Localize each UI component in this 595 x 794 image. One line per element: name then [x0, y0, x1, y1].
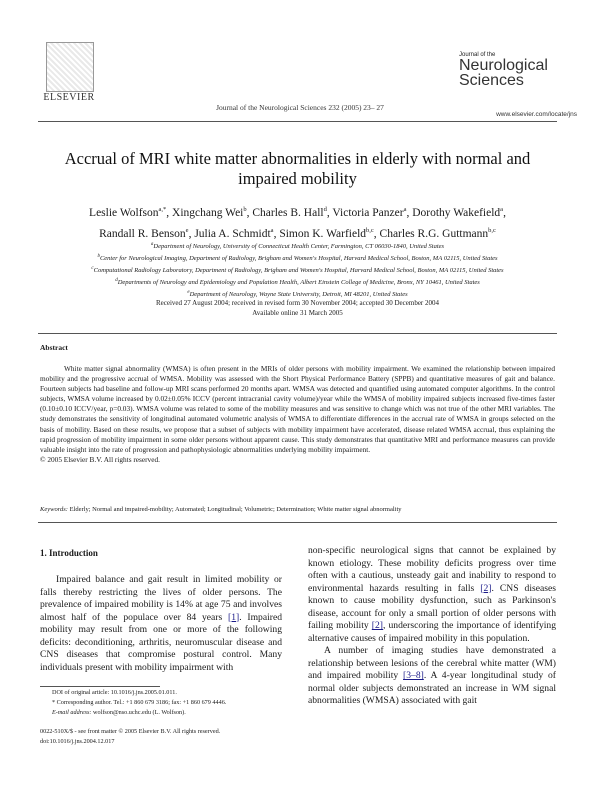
affiliation-line	[40, 264, 555, 276]
text-run: , underscoring the importance of identifying alternative causes of impaired mobility in this population.	[308, 620, 556, 644]
intro-paragraph-continued	[308, 545, 556, 645]
received-line: Received 27 August 2004; received in revised form 30 November 2004; accepted 30 December 2004	[155, 299, 440, 307]
author-name: Julia A. Schmidt	[194, 227, 271, 240]
text-run: . CNS diseases known to cause mobility dysfunction, such as Parkinson's disease, account for only a small portion of older persons with failing mobility	[308, 582, 556, 631]
text-run: . A 4-year longitudinal study of normal older subjects demonstrated an increase in WM signal abnormalities (WMSA) associated with gait	[308, 670, 556, 706]
affiliation-text: Center for Neurological Imaging, Department of Radiology, Brigham and Women's Hospital, Harvard Medical School, Boston, MA 02115, United States	[99, 255, 498, 263]
author-name: Leslie Wolfson	[89, 206, 159, 219]
abstract-top-rule	[38, 333, 557, 334]
affiliation-mark: a	[150, 242, 154, 247]
abstract-body	[40, 364, 555, 465]
author-list: Leslie Wolfson$^{a,*}$, Xingchang Wei$^b$, Charles B. Hall$^d$, Victoria Panzer$^a$, Dorothy Wakefield$^a$, Randall R. Benson$^e$, Julia A. Schmidt$^a$, Simon K. Warfield$^{b,c}$, Charles R.G. Guttmann$^{b,c}$	[89, 206, 506, 240]
journal-logo-small: Journal of the	[459, 52, 496, 58]
affiliation-line	[40, 240, 555, 252]
author-affiliation-mark: b,c	[366, 226, 374, 234]
author-name: Victoria Panzer	[332, 206, 404, 219]
footnote-rule	[40, 686, 160, 687]
reference-link[interactable]: [1]	[228, 611, 240, 623]
author-affiliation-mark: a	[403, 206, 407, 213]
journal-logo-line2: Sciences	[459, 72, 524, 89]
abstract-heading: Abstract	[40, 343, 68, 352]
author-name: Charles R.G. Guttmann	[379, 227, 489, 240]
author-affiliation-mark: d	[323, 206, 327, 213]
footnote-email	[40, 708, 282, 718]
text-run: Impaired balance and gait result in limited mobility or falls thereby restricting the lives of older persons. The prevalence of impaired mobility is 14% at age 75 and involves almost half of the populace over 84 years	[40, 574, 282, 623]
footnote-doi-original: DOI of original article: 10.1016/j.jns.2005.01.011.	[52, 689, 177, 696]
keywords-label: Keywords:	[40, 506, 68, 513]
reference-link[interactable]: [3–8]	[403, 670, 424, 681]
journal-logo	[459, 52, 559, 88]
email-address[interactable]: wolfson@nso.uchc.edu (L. Wolfson).	[93, 709, 186, 716]
text-run: non-specific neurological signs that cannot be explained by known etiology. These mobility deficits progress over time often with a cautious, unsteady gait and inability to respond to environmental hazards resulting in falls	[308, 545, 556, 594]
journal-logo-line1: Neurological	[459, 57, 548, 74]
author-affiliation-mark: e	[185, 226, 189, 234]
author-affiliation-mark: b	[243, 206, 247, 213]
affiliation-line	[40, 252, 555, 264]
affiliation-text: Departments of Neurology and Epidemiology and Population Health, Albert Einstein College of Medicine, Bronx, NY 10461, United States	[117, 279, 480, 287]
author-affiliation-mark: a,*	[158, 206, 167, 213]
author-name: Dorothy Wakefield	[412, 206, 501, 219]
abstract-bottom-rule	[38, 522, 557, 523]
author-name: Randall R. Benson	[99, 227, 186, 240]
author-name: Simon K. Warfield	[279, 227, 367, 240]
intro-paragraph-2	[308, 645, 556, 708]
affiliation-mark: c	[91, 265, 94, 271]
intro-right-column	[308, 545, 556, 708]
abstract-text: White matter signal abnormality (WMSA) is often present in the MRIs of older persons with mobility impairment. We examined the relationship between impaired mobility and the progressive accrual of WMSA. Mobility was assessed with the Short Physical Performance Battery (SPPB) and quantitative measures of gait and balance. Fourteen subjects had baseline and follow-up MRI scans performed 20 months apart. WMSA was detected and quantified using automated computer algorithms. In the control subjects, WMSA volume increased by 0.02±0.05% ICCV (percent intracranial cavity volume)/year while the WMSA of mobility impaired subjects increased five-times faster (0.10±0.10 ICCV/year, p=0.03). WMSA volume was related to some of the mobility measures and was sensitive to change which was not true of the other MRI variables. The study demonstrates the sensitivity of longitudinal automated volumetric analysis of WMSA to differentiate differences in the accrual rate of WMSA in groups selected on the basis of mobility. Based on these results, we propose that a subset of subjects with mobility impairment have accelerated, disease related WMSA accrual, thus explaining the rapid progression of mobility impairment in some older persons without apparent cause. This study demonstrates that quantitative MRI and performance measures can provide valuable insight into the rate of progression and pathophysiologic abnormalities underlying mobility impairment.	[40, 364, 555, 454]
doi-line[interactable]: doi:10.1016/j.jns.2004.12.017	[40, 738, 115, 745]
affiliation-mark: e	[187, 289, 190, 295]
author-affiliation-mark: a	[500, 206, 504, 213]
issn-block	[40, 727, 282, 747]
intro-paragraph-1	[40, 574, 282, 674]
affiliation-mark: d	[115, 277, 118, 283]
received-dates	[40, 298, 555, 318]
affiliation-mark: b	[97, 253, 100, 259]
text-run: A number of imaging studies have demonstrated a relationship between lesions of the cerebral white matter (WM) and impaired mobility	[308, 645, 556, 681]
elsevier-logo-text: ELSEVIER	[43, 92, 95, 103]
author-affiliation-mark: a	[270, 226, 274, 234]
affiliation-line	[40, 276, 555, 288]
reference-link[interactable]: [2]	[371, 620, 383, 631]
reference-link[interactable]: [2]	[480, 582, 492, 594]
footnotes	[40, 688, 282, 718]
elsevier-tree-icon	[46, 42, 94, 92]
elsevier-logo	[40, 42, 98, 108]
author-name: Charles B. Hall	[252, 206, 324, 219]
article-title: Accrual of MRI white matter abnormalities in elderly with normal and impaired mobility	[64, 149, 531, 188]
author-name: Xingchang Wei	[172, 206, 244, 219]
affiliation-text: Department of Neurology, University of Connecticut Health Center, Farmington, CT 06030-1840, United States	[153, 243, 445, 251]
online-line: Available online 31 March 2005	[252, 309, 343, 317]
journal-url[interactable]: www.elsevier.com/locate/jns	[496, 111, 577, 118]
issn-line: 0022-510X/$ - see front matter © 2005 Elsevier B.V. All rights reserved.	[40, 728, 221, 735]
introduction-heading: 1. Introduction	[40, 548, 98, 558]
journal-citation: Journal of the Neurological Sciences 232 (2005) 23– 27	[216, 103, 384, 112]
intro-left-column	[40, 574, 282, 674]
affiliation-text: Department of Neurology, Wayne State University, Detroit, MI 48201, United States	[189, 290, 408, 298]
abstract-copyright: © 2005 Elsevier B.V. All rights reserved.	[40, 454, 160, 464]
keywords	[40, 506, 555, 513]
affiliation-text: Computational Radiology Laboratory, Department of Radiology, Brigham and Women's Hospital, Harvard Medical School, Boston, MA 02115, United States	[93, 267, 504, 275]
header-rule	[38, 121, 557, 122]
keywords-text: Elderly; Normal and impaired-mobility; Automated; Longitudinal; Volumetric; Determination; White matter signal abnormality	[69, 506, 402, 513]
footnote-corresponding: * Corresponding author. Tel.: +1 860 679 3186; fax: +1 860 679 4446.	[52, 699, 227, 706]
author-affiliation-mark: b,c	[488, 226, 496, 234]
affiliation-list	[40, 240, 555, 300]
text-run: . Impaired mobility may result from one or more of the following deficits: deconditioning, arthritis, neuromuscular disease and CNS diseases that compromise postural control. Many individuals present with mobility impairment with	[40, 611, 282, 673]
email-label: E-mail address:	[52, 709, 92, 716]
